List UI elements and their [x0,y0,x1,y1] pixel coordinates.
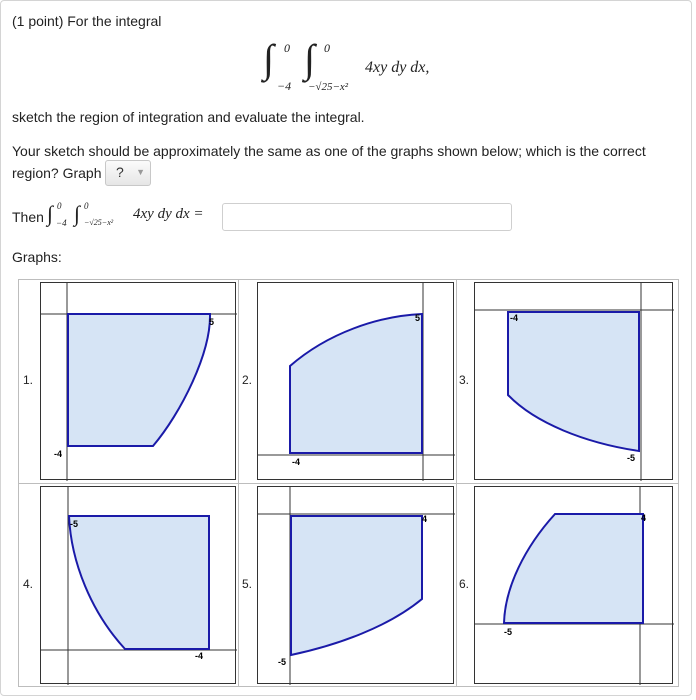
graph-5-plot [258,487,455,685]
graph-number: 4. [23,577,34,591]
then-outer-upper: 0 [57,201,62,211]
graph-number: 2. [242,373,253,387]
graph-select-dropdown[interactable] [105,160,151,186]
region [291,516,422,655]
region [69,516,209,649]
graph-6-plot [475,487,674,685]
then-inner-upper: 0 [84,201,89,211]
label-left: -4 [54,449,63,459]
label-top: -5 [70,519,79,529]
graph-cell-4 [19,484,238,686]
inner-upper-limit: 0 [324,41,330,55]
integral-sign-inner: ∫ [304,36,315,81]
label-top: 5 [415,313,421,323]
region [508,312,639,451]
graph-cell-3 [457,280,678,483]
region [290,314,422,453]
integrand: 4xy dy dx, [365,59,430,76]
outer-upper-limit: 0 [284,41,290,55]
region [68,314,210,446]
graph-1 [40,282,236,480]
label-top: -4 [510,313,519,323]
graph-number: 3. [459,373,470,387]
sketch-question-line1: Your sketch should be approximately the same as one of the graphs shown below; which is the correct [12,143,646,159]
problem-header: (1 point) For the integral [12,13,162,29]
then-integrand: 4xy dy dx = [133,206,204,222]
label-bottom: -5 [504,627,513,637]
graph-cell-1 [19,280,238,483]
graph-number: 5. [242,577,253,591]
graph-2 [257,282,454,480]
dropdown-value: ? [116,164,124,180]
instruction-text: sketch the region of integration and evaluate the integral. [12,109,365,125]
answer-input[interactable] [222,203,512,231]
label-bottom: -5 [278,657,287,667]
graph-3-plot [475,283,674,481]
graph-4 [40,486,236,684]
graph-cell-6 [457,484,678,686]
graph-cell-5 [239,484,456,686]
graph-4-plot [41,487,237,685]
label-bottom: -5 [627,453,636,463]
chevron-down-icon: ▼ [136,167,145,177]
graph-2-plot [258,283,455,481]
region [504,514,643,623]
label-bottom: -4 [292,457,301,467]
graph-cell-2 [239,280,456,483]
label-bottom: -4 [195,651,204,661]
then-inner-lower: −√25−x² [84,218,114,227]
graphs-label: Graphs: [12,249,62,265]
graph-number: 1. [23,373,34,387]
then-outer-lower: −4 [56,218,67,228]
graph-6 [474,486,673,684]
graph-3 [474,282,673,480]
outer-lower-limit: −4 [277,79,292,93]
then-integral-sign-outer: ∫ [47,201,54,226]
graph-5 [257,486,454,684]
label-top: 5 [209,317,215,327]
label-top: 4 [422,514,428,524]
integral-sign-outer: ∫ [263,36,274,81]
graph-1-plot [41,283,237,481]
inner-lower-limit: −√25−x² [308,81,349,93]
graph-number: 6. [459,577,470,591]
sketch-question-line2: region? Graph [12,165,102,181]
then-label: Then [12,209,44,225]
graph-table [18,279,679,687]
then-integral-sign-inner: ∫ [74,201,81,226]
label-top: 4 [641,513,647,523]
